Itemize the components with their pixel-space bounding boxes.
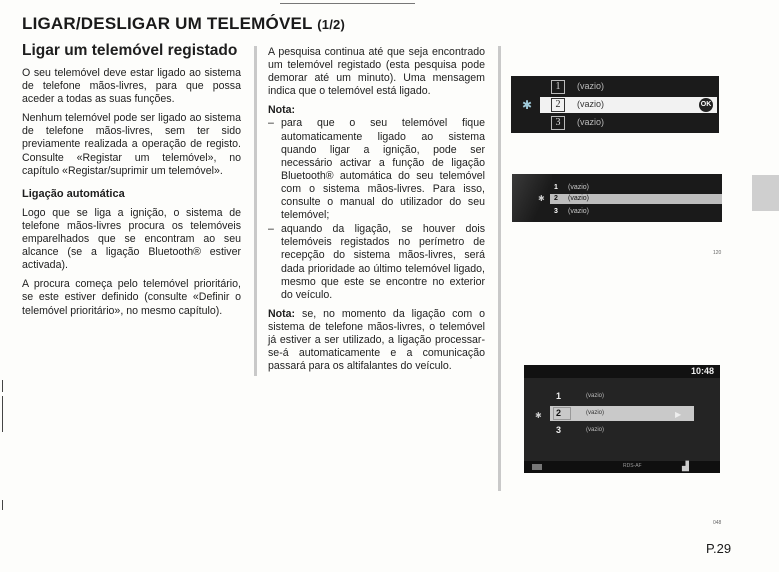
figure-code: 048 — [713, 520, 722, 526]
slot-number: 2 — [551, 98, 565, 112]
bottom-bar — [524, 461, 720, 473]
slot-number: 1 — [554, 184, 558, 191]
title-main: LIGAR/DESLIGAR UM TELEMÓVEL — [22, 14, 313, 33]
slot-label: (vazio) — [586, 410, 605, 416]
slot-number: 3 — [554, 208, 558, 215]
slot-number: 1 — [556, 391, 562, 401]
phone-list-screen-2 — [512, 174, 722, 222]
side-tab — [752, 175, 779, 211]
column-middle — [268, 46, 485, 379]
column-divider-right — [498, 46, 501, 491]
slot-number: 1 — [551, 80, 565, 94]
margin-mark — [2, 500, 3, 510]
paragraph: A procura começa pelo telemóvel prioritário, se este estiver definido (consulte «Definir o telemóvel prioritário», no mesmo capítulo). — [22, 278, 241, 317]
ok-button[interactable]: OK — [699, 98, 713, 112]
play-arrow-icon: ▶ — [675, 410, 682, 419]
paragraph: Nenhum telemóvel pode ser ligado ao sistema de telefone mãos-livres, sem ter sido previamente realizada a operação de registo. Consulte «Registar um telemóvel», no capítulo «Registar/suprimir um telemóvel». — [22, 112, 241, 177]
signal-icon: ▟ — [682, 461, 689, 471]
paragraph — [268, 308, 485, 373]
note-list — [268, 117, 485, 301]
slot-label: (vazio) — [568, 195, 590, 202]
slot-number: 2 — [554, 195, 558, 202]
phone-list-screen-1 — [511, 76, 719, 133]
paragraph: O seu telemóvel deve estar ligado ao sistema de telefone mãos-livres, para que possa aceder a todas as suas funções. — [22, 67, 241, 106]
slot-label: (vazio) — [577, 117, 605, 127]
source-icon — [532, 464, 542, 470]
slot-label: (vazio) — [586, 427, 605, 433]
column-divider-left — [254, 46, 257, 376]
bluetooth-icon: ✱ — [538, 194, 545, 203]
phone-slot-row[interactable] — [550, 183, 722, 193]
top-rule — [280, 3, 415, 4]
phone-list-screen-3 — [524, 365, 720, 473]
subsection-heading: Ligação automática — [22, 187, 125, 200]
section-heading: Ligar um telemóvel registado — [22, 42, 238, 59]
status-bar — [524, 365, 720, 378]
list-item: – para que o seu telemóvel fique automaticamente ligado ao sistema quando ligar a ignição, pode ser necessário activar a função de ligação Bluetooth® automática do seu telemóvel com o sistema mãos-livres. Para isso, consulte o manual do utilizador do seu telemóvel; — [268, 117, 485, 222]
radio-source: RDS-AF — [623, 463, 642, 469]
slot-number: 3 — [551, 116, 565, 130]
clock: 10:48 — [690, 366, 714, 376]
slot-label: (vazio) — [568, 208, 590, 215]
margin-mark — [2, 380, 3, 392]
margin-mark — [2, 396, 3, 432]
page-number: P.29 — [706, 541, 732, 556]
note-text: se, no momento da ligação com o sistema de telefone mãos-livres, o telemóvel já estiver a ser utilizado, a ligação processar-se-á automaticamente e a comunicação passará para os altifalantes do veículo. — [268, 307, 485, 373]
phone-slot-row-selected[interactable] — [550, 194, 722, 204]
slot-label: (vazio) — [568, 184, 590, 191]
screen-bezel — [512, 174, 552, 222]
slot-number: 2 — [556, 408, 562, 418]
phone-slot-row[interactable] — [550, 207, 722, 217]
phone-slot-row-selected[interactable] — [550, 406, 694, 421]
bluetooth-icon: ✱ — [535, 411, 542, 420]
note-label: Nota: — [268, 307, 296, 320]
title-part: (1/2) — [317, 17, 345, 32]
slot-label: (vazio) — [577, 81, 605, 91]
note-label: Nota: — [268, 104, 296, 117]
phone-slot-row[interactable] — [540, 115, 717, 131]
phone-slot-row[interactable] — [550, 423, 694, 438]
phone-slot-row[interactable] — [550, 389, 694, 404]
slot-number: 3 — [556, 425, 562, 435]
slot-label: (vazio) — [586, 393, 605, 399]
phone-slot-row[interactable] — [540, 79, 717, 95]
figure-code: 120 — [713, 250, 722, 256]
paragraph: Logo que se liga a ignição, o sistema de telefone mãos-livres procura os telemóveis emparelhados que se encontram ao seu alcance (se a ligação Bluetooth® estiver activada). — [22, 206, 241, 272]
paragraph: A pesquisa continua até que seja encontrado um telemóvel registado (esta pesquisa pode demorar até um minuto). Uma mensagem indica que o telemóvel está ligado. — [268, 46, 485, 98]
list-item: – aquando da ligação, se houver dois telemóveis registados no perímetro de recepção do sistema mãos-livres, será dada prioridade ao último telemóvel ligado, mesmo que este se encontre no exterior do veículo. — [268, 223, 485, 302]
page-title — [22, 14, 345, 34]
slot-label: (vazio) — [577, 99, 605, 109]
phone-slot-row-selected[interactable] — [540, 97, 717, 113]
bluetooth-icon: ✱ — [522, 98, 533, 112]
column-left — [22, 42, 241, 324]
